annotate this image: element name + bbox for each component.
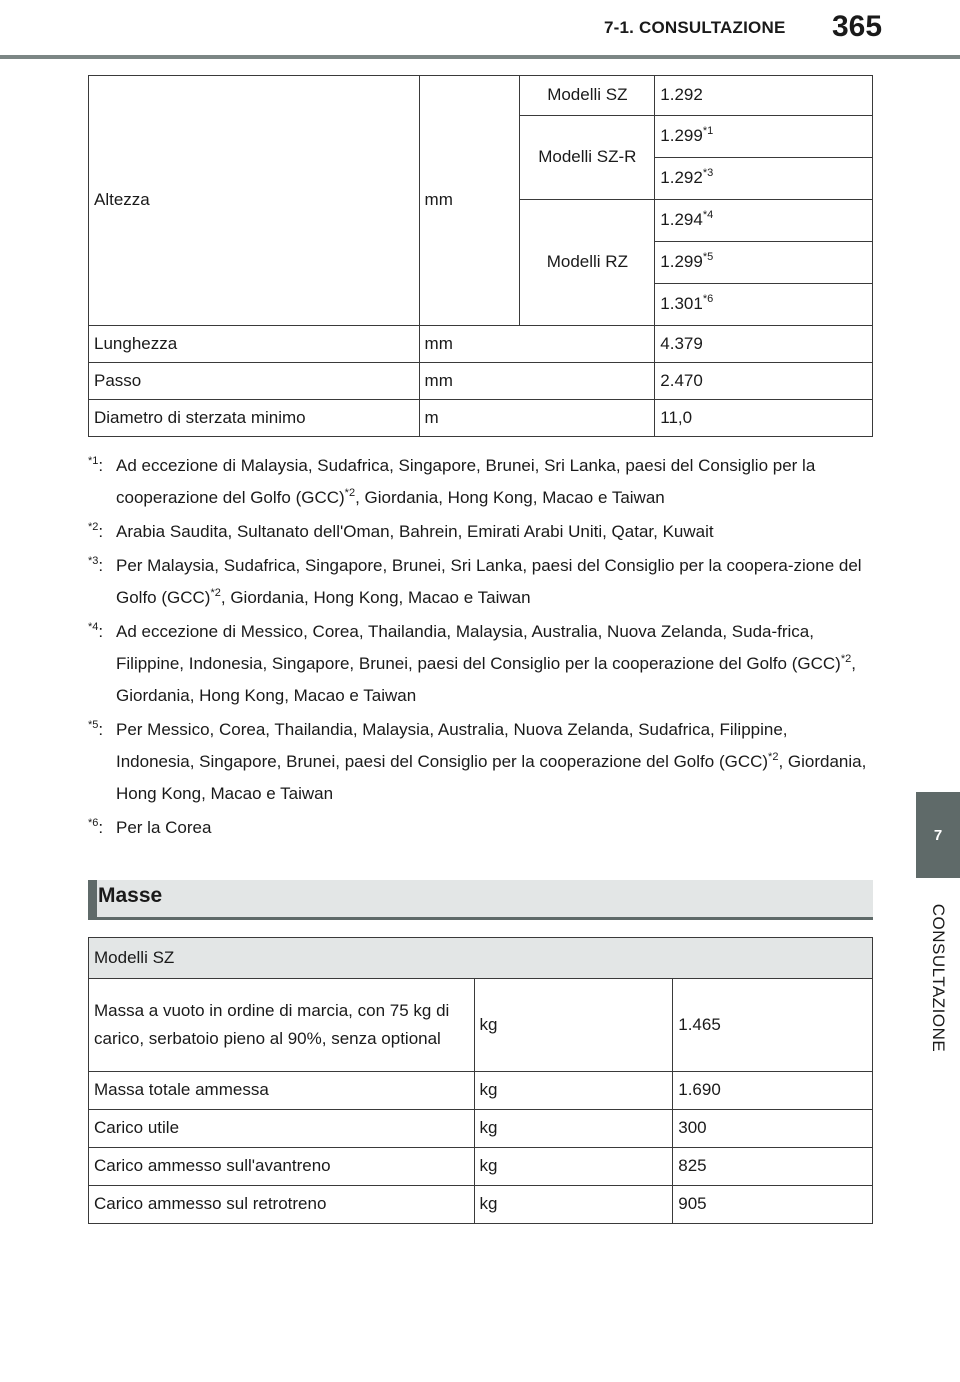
dim-value: 4.379: [655, 326, 873, 363]
height-value: 1.299$^{*1}$: [655, 116, 873, 158]
footnote-ref: *1: [702, 125, 714, 138]
footnote-text: Per la Corea: [116, 818, 212, 837]
section-title: 7-1. CONSULTAZIONE: [604, 18, 786, 37]
footnote-mark: $^{*2}$:: [88, 521, 104, 541]
dim-label: Diametro di sterzata minimo: [89, 400, 420, 437]
mass-value: 1.690: [673, 1072, 873, 1110]
section-heading-bar: [88, 880, 873, 920]
footnotes: [88, 450, 868, 846]
height-value: 1.294$^{*4}$: [655, 200, 873, 242]
footnote-ref: *2: [768, 751, 779, 763]
footnote-mark: $^{*6}$:: [88, 817, 104, 837]
mass-value: 905: [673, 1186, 873, 1224]
footnote-mark: $^{*1}$:: [88, 455, 104, 475]
dimensions-table: [88, 75, 873, 437]
dim-unit: mm: [419, 363, 655, 400]
model-rz: Modelli RZ: [520, 200, 655, 326]
mass-label: Massa a vuoto in ordine di marcia, con 75 kg di carico, serbatoio pieno al 90%, senza optional: [89, 979, 475, 1072]
mass-unit: kg: [474, 1110, 673, 1148]
mass-value: 1.465: [673, 979, 873, 1072]
footnote-ref: *5: [702, 251, 714, 264]
footnote-item: [88, 450, 868, 514]
footnote-text: Per Messico, Corea, Thailandia, Malaysia, Australia, Nuova Zelanda, Sudafrica, Filippine, Indonesia, Singapore, Brunei, paesi del Consiglio per la cooperazione del Golfo (GCC)$^{*2}$, Giordania, Hong Kong, Macao e Taiwan: [116, 720, 867, 803]
chapter-number: 7: [933, 826, 943, 844]
dim-label-height: Altezza: [89, 76, 420, 326]
height-value: 1.301$^{*6}$: [655, 284, 873, 326]
dim-unit-height: mm: [419, 76, 520, 326]
mass-group-header: Modelli SZ: [89, 938, 873, 979]
height-value: 1.299$^{*5}$: [655, 242, 873, 284]
footnote-mark: $^{*5}$:: [88, 719, 104, 739]
chapter-label: CONSULTAZIONE: [929, 903, 948, 1053]
dim-unit: mm: [419, 326, 655, 363]
footnote-text: Ad eccezione di Malaysia, Sudafrica, Singapore, Brunei, Sri Lanka, paesi del Consiglio per la cooperazione del Golfo (GCC)$^{*2}$, Giordania, Hong Kong, Macao e Taiwan: [116, 456, 816, 507]
mass-value: 300: [673, 1110, 873, 1148]
footnote-mark: $^{*3}$:: [88, 555, 104, 575]
chapter-tab[interactable]: [916, 792, 960, 878]
page-number: 365: [832, 10, 883, 43]
dim-label: Lunghezza: [89, 326, 420, 363]
mass-label: Carico ammesso sull'avantreno: [89, 1148, 475, 1186]
mass-unit: kg: [474, 1072, 673, 1110]
model-sz-r: Modelli SZ-R: [520, 116, 655, 200]
footnote-ref: *4: [702, 209, 714, 222]
footnote-ref: *6: [702, 293, 714, 306]
footnote-ref: *2: [344, 487, 356, 499]
mass-label: Carico ammesso sul retrotreno: [89, 1186, 475, 1224]
height-value: 1.292: [655, 76, 873, 116]
footnote-item: [88, 812, 868, 844]
mass-unit: kg: [474, 1148, 673, 1186]
height-value: 1.292$^{*3}$: [655, 158, 873, 200]
footnote-text: Ad eccezione di Messico, Corea, Thailandia, Malaysia, Australia, Nuova Zelanda, Suda-frica, Filippine, Indonesia, Singapore, Brunei, paesi del Consiglio per la cooperazione del Golfo (GCC)$^{*2}$, Giordania, Hong Kong, Macao e Taiwan: [116, 622, 856, 705]
section-heading: Masse: [98, 884, 163, 907]
dim-value: 11,0: [655, 400, 873, 437]
mass-unit: kg: [474, 979, 673, 1072]
footnote-item: [88, 516, 868, 548]
footnote-ref: *3: [702, 167, 714, 180]
footnote-text: Per Malaysia, Sudafrica, Singapore, Brunei, Sri Lanka, paesi del Consiglio per la coopera-zione del Golfo (GCC)$^{*2}$, Giordania, Hong Kong, Macao e Taiwan: [116, 556, 862, 607]
footnote-item: [88, 616, 868, 712]
model-sz: Modelli SZ: [520, 76, 655, 116]
footnote-ref: *2: [210, 587, 221, 599]
dim-unit: m: [419, 400, 655, 437]
dim-label: Passo: [89, 363, 420, 400]
footnote-item: [88, 714, 868, 810]
footnote-mark: $^{*4}$:: [88, 621, 104, 641]
mass-value: 825: [673, 1148, 873, 1186]
footnote-item: [88, 550, 868, 614]
footnote-ref: *2: [840, 653, 852, 665]
masses-table: [88, 937, 873, 1224]
header-divider: [0, 55, 960, 59]
footnote-text: Arabia Saudita, Sultanato dell'Oman, Bahrein, Emirati Arabi Uniti, Qatar, Kuwait: [116, 522, 714, 541]
mass-label: Carico utile: [89, 1110, 475, 1148]
dim-value: 2.470: [655, 363, 873, 400]
mass-unit: kg: [474, 1186, 673, 1224]
mass-label: Massa totale ammessa: [89, 1072, 475, 1110]
